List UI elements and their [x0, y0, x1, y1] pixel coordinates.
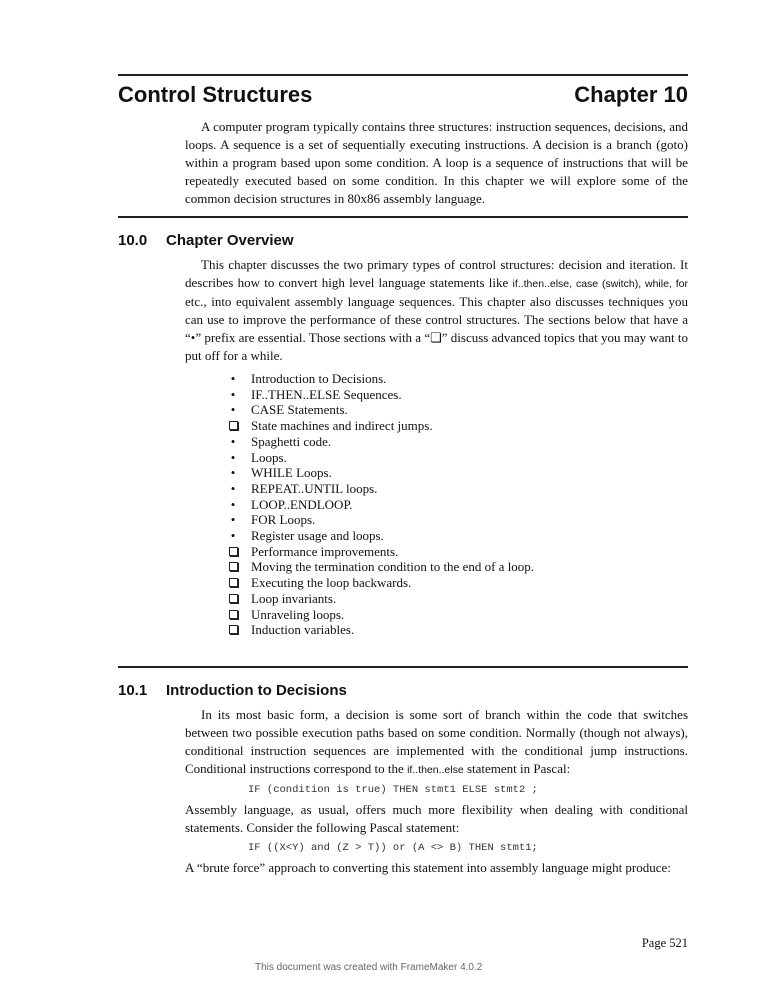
bullet-icon: • [230, 402, 236, 418]
list-item [227, 450, 688, 466]
list-item [227, 607, 688, 623]
bullet-icon: • [230, 371, 236, 386]
section-heading-10-1 [118, 682, 688, 700]
list-item-text: IF..THEN..ELSE Sequences. [251, 386, 402, 402]
list-item-text: WHILE Loops. [251, 465, 332, 481]
bullet-icon: • [230, 496, 236, 512]
list-item-text: Moving the termination condition to the end of a loop. [251, 559, 535, 575]
section-title: Introduction to Decisions [166, 681, 347, 699]
section-rule [118, 216, 688, 218]
bullet-icon: • [230, 512, 236, 528]
section-rule [118, 666, 688, 668]
section-title: Chapter Overview [166, 232, 294, 249]
checkbox-icon [227, 607, 239, 623]
list-item-text: Register usage and loops. [251, 528, 384, 544]
code-line: IF (condition is true) THEN stmt1 ELSE stmt2 ; [248, 783, 538, 796]
page-content [118, 74, 688, 877]
list-item-text: Unraveling loops. [251, 606, 345, 622]
section-number: 10.0 [118, 232, 148, 249]
bullet-icon: • [230, 480, 236, 496]
checkbox-icon [227, 418, 239, 434]
list-item-text: LOOP..ENDLOOP. [251, 496, 353, 512]
list-item-text: Induction variables. [251, 622, 355, 638]
list-item [227, 528, 688, 544]
chapter-title: Control Structures [118, 82, 313, 107]
bullet-icon: • [230, 433, 236, 449]
bullet-icon: • [230, 465, 236, 481]
intro-paragraph: A computer program typically contains three structures: instruction sequences, decisions, and loops. A sequence is a set of sequentially executing instructions. A decision is a branch (goto) within a program based upon some condition. A loop is a sequence of instructions that will be repeatedly executed based on some condition. In this chapter we will explore some of the common decision structures in 80x86 assembly language. [185, 119, 688, 206]
footer: This document was created with FrameMaker 4.0.2 [255, 962, 483, 973]
list-item [227, 512, 688, 528]
list-item [227, 591, 688, 607]
list-item-text: State machines and indirect jumps. [251, 418, 433, 434]
overview-paragraph [185, 256, 688, 365]
text: statement in Pascal: [463, 760, 571, 776]
text: etc., into equivalent assembly language sequences. This chapter also discusses techniques you can use to improve the performance of these control structures. The sections below that have a “•” prefix are essential. Those sections with a “❏” discuss advanced topics that you may want to put off for a while. [185, 294, 688, 363]
list-item [227, 481, 688, 497]
decisions-paragraph [185, 706, 688, 779]
list-item-text: REPEAT..UNTIL loops. [251, 480, 378, 496]
chapter-number: Chapter 10 [574, 82, 688, 107]
text: This chapter discusses the two primary types of control structures: decision and iteration. It describes how to convert high level language statements like [185, 257, 688, 290]
list-item [227, 402, 688, 418]
checkbox-icon [227, 591, 239, 607]
list-item [227, 622, 688, 638]
list-item [227, 465, 688, 481]
section-heading-10-0 [118, 232, 688, 250]
list-item-text: Introduction to Decisions. [251, 371, 387, 386]
code-line: IF ((X<Y) and (Z > T)) or (A <> B) THEN stmt1; [248, 841, 538, 854]
page-number: Page 521 [641, 936, 688, 950]
bullet-icon: • [230, 528, 236, 544]
list-item-text: Spaghetti code. [251, 433, 332, 449]
paragraph: Assembly language, as usual, offers much more flexibility when dealing with conditional statements. Consider the following Pascal statement: [185, 801, 688, 835]
list-item-text: Performance improvements. [251, 543, 399, 559]
section-number: 10.1 [118, 681, 148, 699]
checkbox-icon [227, 622, 239, 638]
list-item [227, 575, 688, 591]
list-item [227, 418, 688, 434]
list-item [227, 371, 688, 387]
list-item [227, 434, 688, 450]
paragraph: A “brute force” approach to converting this statement into assembly language might produce: [185, 859, 671, 875]
list-item [227, 497, 688, 513]
list-item-text: FOR Loops. [251, 512, 316, 528]
list-item-text: Loops. [251, 449, 287, 465]
list-item [227, 387, 688, 403]
checkbox-icon [227, 544, 239, 560]
list-item-text: Loop invariants. [251, 590, 337, 606]
keyword: if..then..else [407, 763, 464, 776]
bullet-icon: • [230, 386, 236, 402]
list-item-text: CASE Statements. [251, 402, 348, 418]
checkbox-icon [227, 559, 239, 575]
text: In its most basic form, a decision is some sort of branch within the code that switches between two possible execution paths based on some condition. Normally (though not always), conditional instruction sequences are implemented with the conditional jump instructions. Conditional instructions correspond to the [185, 706, 688, 776]
list-item [227, 544, 688, 560]
keyword: if..then..else, case (switch), while, for [512, 278, 688, 290]
list-item-text: Executing the loop backwards. [251, 575, 412, 591]
chapter-header [118, 76, 688, 118]
topic-list [227, 371, 688, 638]
checkbox-icon [227, 575, 239, 591]
list-item [227, 559, 688, 575]
bullet-icon: • [230, 449, 236, 465]
